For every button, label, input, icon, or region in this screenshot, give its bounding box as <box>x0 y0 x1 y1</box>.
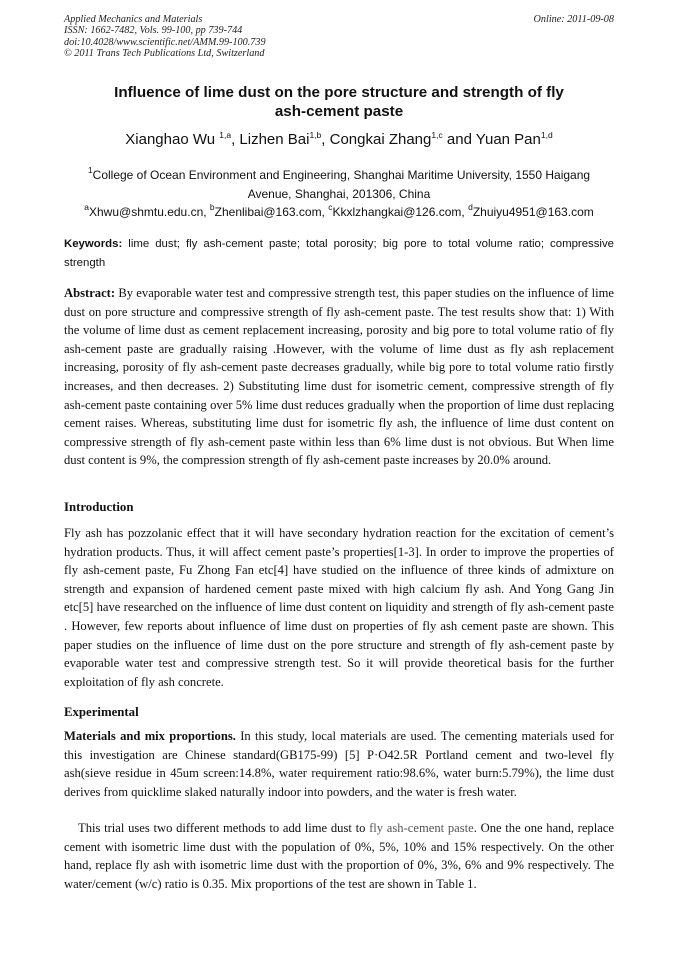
introduction-heading: Introduction <box>64 500 134 514</box>
author-1-sup: 1,a <box>219 130 232 140</box>
affiliation-line-1 <box>66 166 612 185</box>
author-2: , Lizhen Bai <box>231 131 310 148</box>
email-d-sup: d <box>468 202 473 212</box>
copyright-line: © 2011 Trans Tech Publications Ltd, Switzerland <box>64 48 265 60</box>
experimental-p1-text: In this study, local materials are used. The cementing materials used for this investigation are Chinese standard(GB175-99) [5] P·O42.5R Portland cement and two-level fly ash(sieve residue in 45um screen:14.8%, water requirement ratio:98.6%, water burn:5.79%), the lime dust derives from quicklime slaked naturally indoor into powders, and the water is fresh water. <box>64 729 614 799</box>
experimental-paragraph-1 <box>64 727 614 801</box>
email-b-sup: b <box>209 202 215 212</box>
keywords <box>64 235 614 272</box>
abstract-text: By evaporable water test and compressive strength test, this paper studies on the influence of lime dust on pore structure and compressive strength of fly ash-cement paste. The test results show that: 1) With the volume of lime dust as cement replacement increasing, porosity and big pore to total volume ratio of fly ash-cement paste are gradually raising .However, with the volume of lime dust as fly ash replacement increasing, porosity of fly ash-cement paste decreases gradually, while big pore to total volume ratio firstly increases, and then decreases. 2) Substituting lime dust for isometric cement, compressive strength of fly ash-cement paste containing over 5% lime dust reduces gradually when the proportion of lime dust replacing cement raises. Whereas, substituting lime dust for isometric fly ash, the influence of lime dust content on compressive strength of fly ash-cement paste within less than 6% lime dust is not obvious. But When lime dust content is 9%, the compression strength of fly ash-cement paste increases by 20.0% around. <box>64 286 614 468</box>
journal-name: Applied Mechanics and Materials <box>64 14 203 25</box>
email-b[interactable]: Zhenlibai@163.com, <box>214 205 329 219</box>
affiliation-text-1: College of Ocean Environment and Engineering, Shanghai Maritime University, 1550 Haigang <box>92 168 591 182</box>
email-list <box>40 203 638 221</box>
fly-ash-cement-paste-link[interactable]: fly ash-cement paste <box>369 821 474 835</box>
online-date: Online: 2011-09-08 <box>533 14 614 25</box>
introduction-text: Fly ash has pozzolanic effect that it will have secondary hydration reaction for the excitation of cement’s hydration products. Thus, it will affect cement paste’s properties[1-3]. In order to improve the properties of fly ash-cement paste, Fu Zhong Fan etc[4] have studied on the influence of three kinds of admixture on strength and expansion of hardened cement paste mixed with high calcium fly ash. And Yong Gang Jin etc[5] have researched on the influence of lime dust content on liquidity and strength of fly ash-cement paste . However, few reports about influence of lime dust on properties of fly ash cement paste are shown. This paper studies on the influence of lime dust on the pore structure and strength of fly ash-cement paste by evaporable water test and compressive strength test. So it will provide theoretical basis for the further exploitation of fly ash concrete. <box>64 526 614 689</box>
email-d[interactable]: Zhuiyu4951@163.com <box>472 205 594 219</box>
author-2-sup: 1,b <box>309 130 322 140</box>
author-3: , Congkai Zhang <box>321 131 432 148</box>
title-line-1: Influence of lime dust on the pore structure and strength of fly <box>114 84 564 101</box>
issn-line: ISSN: 1662-7482, Vols. 99-100, pp 739-744 <box>64 25 243 37</box>
email-c-sup: c <box>328 202 333 212</box>
author-1: Xianghao Wu <box>125 131 220 148</box>
email-c[interactable]: Kkxlzhangkai@126.com, <box>332 205 469 219</box>
materials-subheading: Materials and mix proportions. <box>64 729 236 743</box>
keywords-label: Keywords: <box>64 238 123 250</box>
paper-title <box>70 83 608 121</box>
author-4: and Yuan Pan <box>442 131 541 148</box>
experimental-paragraph-2 <box>64 819 614 893</box>
experimental-p2-a: This trial uses two different methods to add lime dust to <box>78 821 370 835</box>
experimental-heading: Experimental <box>64 705 139 719</box>
affiliation-sup: 1 <box>87 165 93 175</box>
affiliation-line-2: Avenue, Shanghai, 201306, China <box>247 187 431 201</box>
affiliation <box>66 166 612 204</box>
title-line-2: ash-cement paste <box>274 103 404 120</box>
author-list <box>40 130 638 150</box>
author-3-sup: 1,c <box>431 130 443 140</box>
experimental-p2-b: . One the one hand, replace cement with isometric lime dust with the population of 0%, 5%, 10% and 15% respectively. On the other hand, replace fly ash with isometric lime dust with the proportion of 0%, 3%, 6% and 9% respectively. The water/cement (w/c) ratio is 0.35. Mix proportions of the test are shown in Table 1. <box>64 821 614 891</box>
email-a-sup: a <box>84 202 89 212</box>
keywords-text: lime dust; fly ash-cement paste; total porosity; big pore to total volume ratio; compressive strength <box>64 238 614 269</box>
abstract-label: Abstract: <box>64 286 116 300</box>
abstract <box>64 284 614 470</box>
email-a[interactable]: Xhwu@shmtu.edu.cn, <box>89 205 210 219</box>
doi-line: doi:10.4028/www.scientific.net/AMM.99-100.739 <box>64 36 266 48</box>
author-4-sup: 1,d <box>540 130 553 140</box>
journal-header <box>64 14 614 60</box>
